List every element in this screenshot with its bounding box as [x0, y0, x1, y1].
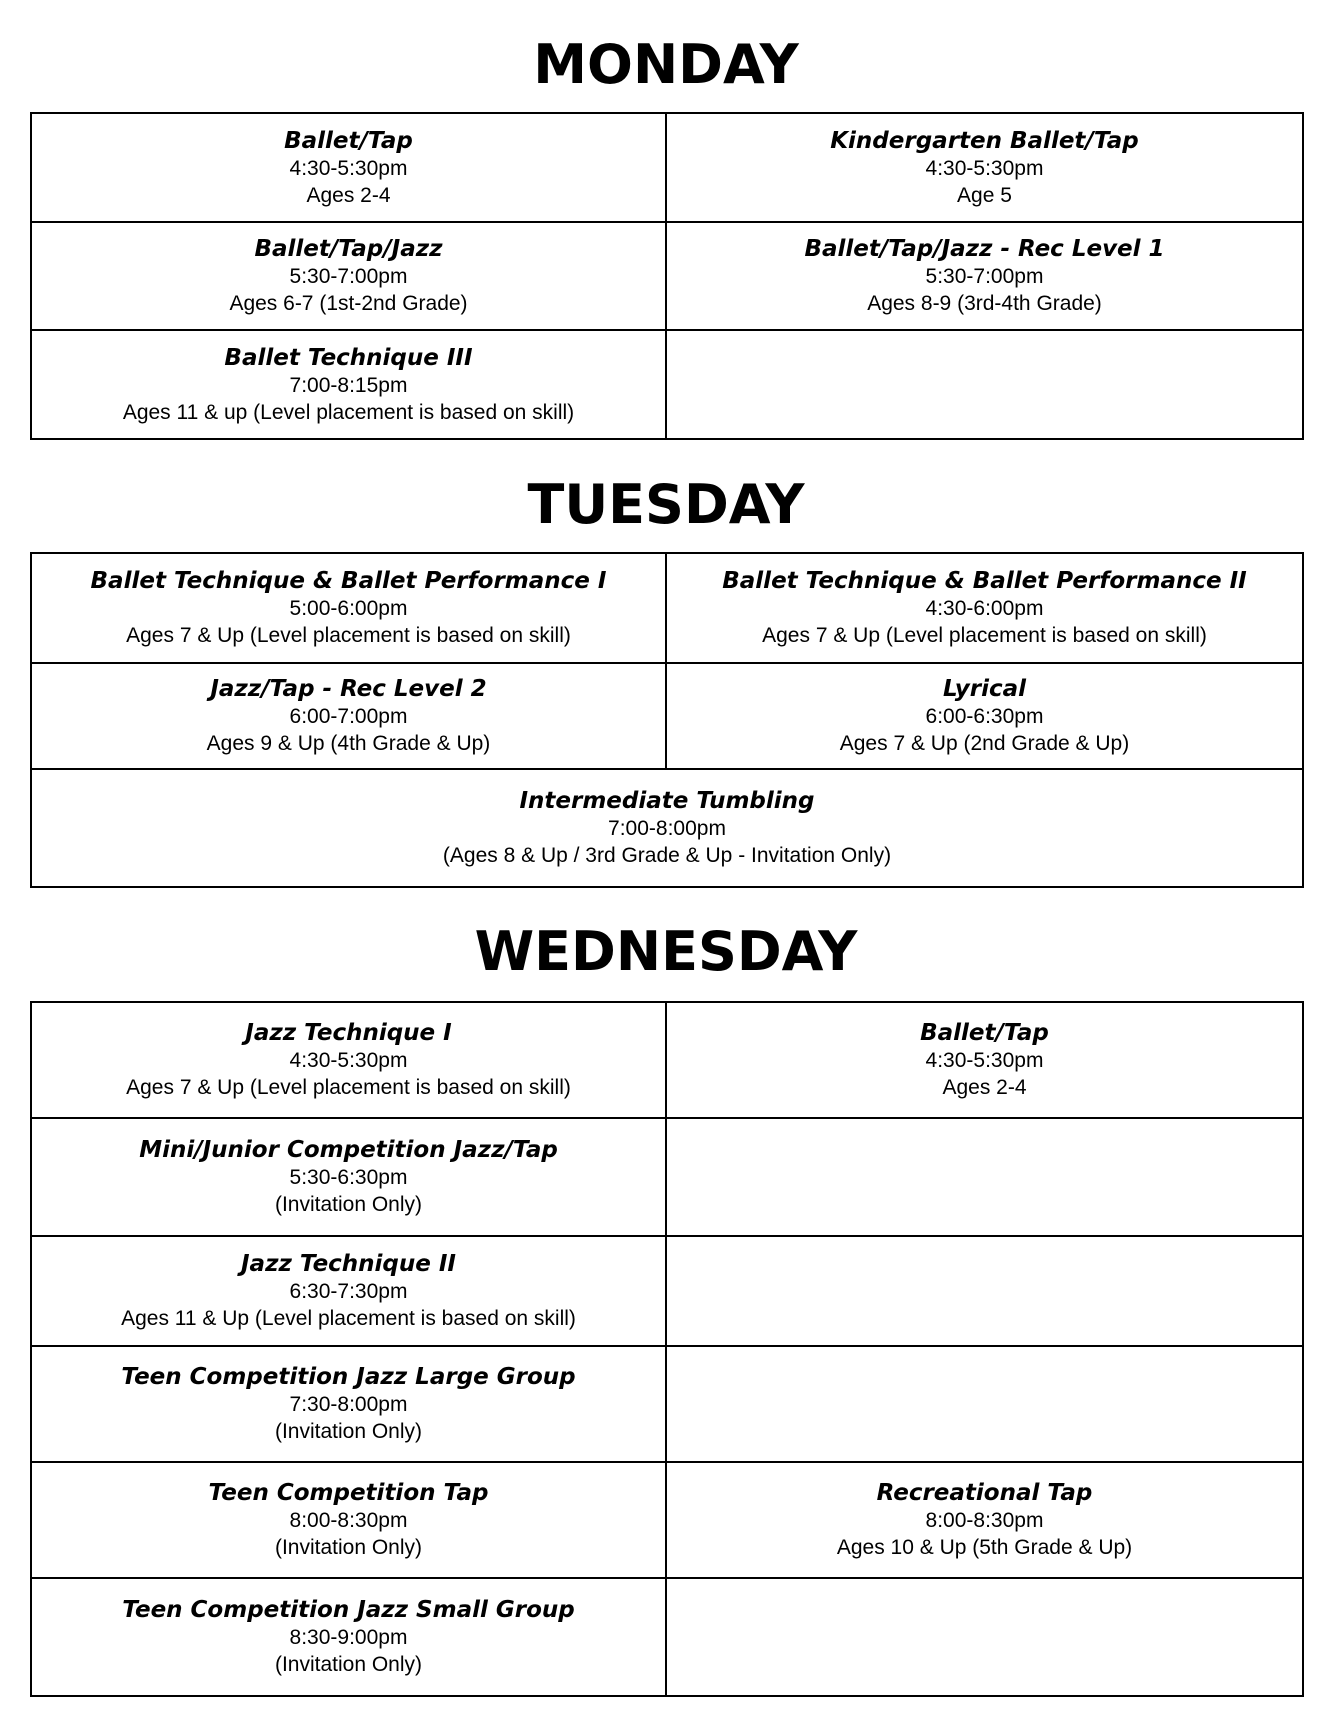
wednesday-schedule-table — [30, 1001, 1304, 1697]
empty-cell — [667, 1579, 1302, 1695]
tuesday-heading: TUESDAY — [527, 473, 805, 536]
class-ages: Ages 11 & up (Level placement is based on skill) — [122, 400, 575, 424]
class-cell-ballet-technique-3 — [32, 331, 667, 438]
class-name: Ballet Technique & Ballet Performance I — [90, 568, 607, 594]
class-ages: Ages 2-4 — [306, 183, 391, 207]
class-ages: Ages 2-4 — [942, 1076, 1027, 1099]
monday-heading: MONDAY — [533, 33, 799, 96]
empty-cell — [667, 1119, 1302, 1237]
class-cell-ballet-tap-jazz-rec-1 — [667, 223, 1302, 331]
class-cell-teen-competition-jazz-small — [32, 1579, 667, 1695]
class-cell-ballet-tap-jazz — [32, 223, 667, 331]
class-cell-kindergarten-ballet-tap — [667, 114, 1302, 223]
class-name: Teen Competition Jazz Large Group — [121, 1364, 576, 1390]
class-time: 6:30-7:30pm — [289, 1280, 408, 1303]
class-name: Ballet/Tap/Jazz — [254, 236, 443, 262]
class-time: 7:00-8:15pm — [289, 373, 408, 397]
class-name: Ballet/Tap — [920, 1020, 1049, 1046]
class-time: 4:30-6:00pm — [925, 597, 1044, 620]
class-time: 5:30-7:00pm — [289, 265, 408, 288]
class-ages: Age 5 — [957, 183, 1012, 207]
class-ages: Ages 8-9 (3rd-4th Grade) — [867, 292, 1102, 315]
wednesday-heading: WEDNESDAY — [474, 920, 858, 983]
class-ages: Ages 7 & Up (Level placement is based on skill) — [126, 1076, 571, 1099]
class-ages: Ages 11 & Up (Level placement is based on skill) — [121, 1307, 576, 1330]
class-name: Ballet Technique III — [224, 344, 473, 371]
class-time: 5:30-6:30pm — [289, 1166, 408, 1189]
class-time: 4:30-5:30pm — [289, 1049, 408, 1072]
class-time: 7:00-8:00pm — [608, 817, 726, 840]
monday-schedule-table — [30, 112, 1304, 440]
class-cell-teen-competition-jazz-large — [32, 1347, 667, 1463]
class-time: 5:00-6:00pm — [289, 597, 408, 620]
class-ages: Ages 6-7 (1st-2nd Grade) — [229, 292, 468, 315]
class-cell-intermediate-tumbling — [32, 770, 1302, 886]
class-name: Ballet/Tap/Jazz - Rec Level 1 — [804, 236, 1165, 262]
class-name: Ballet/Tap — [284, 127, 413, 154]
class-cell-ballet-technique-performance-1 — [32, 554, 667, 664]
class-cell-ballet-tap — [667, 1003, 1302, 1119]
class-cell-lyrical — [667, 664, 1302, 770]
class-ages: (Invitation Only) — [274, 1420, 423, 1443]
class-name: Jazz/Tap - Rec Level 2 — [210, 676, 487, 702]
class-ages: Ages 9 & Up (4th Grade & Up) — [206, 732, 491, 755]
class-cell-teen-competition-tap — [32, 1463, 667, 1579]
class-cell-jazz-technique-2 — [32, 1237, 667, 1347]
class-name: Recreational Tap — [876, 1480, 1093, 1506]
class-time: 6:00-6:30pm — [925, 705, 1044, 728]
class-cell-ballet-tap — [32, 114, 667, 223]
class-time: 8:30-9:00pm — [289, 1626, 408, 1649]
class-time: 8:00-8:30pm — [925, 1509, 1044, 1532]
class-name: Teen Competition Tap — [208, 1480, 489, 1506]
class-time: 7:30-8:00pm — [289, 1393, 408, 1416]
empty-cell — [667, 1237, 1302, 1347]
class-cell-jazz-tap-rec-2 — [32, 664, 667, 770]
class-ages: Ages 7 & Up (Level placement is based on skill) — [762, 624, 1207, 647]
class-name: Mini/Junior Competition Jazz/Tap — [139, 1137, 558, 1163]
class-time: 4:30-5:30pm — [289, 156, 408, 180]
class-name: Jazz Technique I — [245, 1020, 452, 1046]
class-ages: Ages 7 & Up (Level placement is based on skill) — [126, 624, 571, 647]
empty-cell — [667, 1347, 1302, 1463]
class-name: Jazz Technique II — [240, 1251, 456, 1277]
class-cell-jazz-technique-1 — [32, 1003, 667, 1119]
class-ages: (Ages 8 & Up / 3rd Grade & Up - Invitation Only) — [442, 844, 892, 867]
empty-cell — [667, 331, 1302, 438]
class-cell-recreational-tap — [667, 1463, 1302, 1579]
class-time: 6:00-7:00pm — [289, 705, 408, 728]
class-ages: Ages 10 & Up (5th Grade & Up) — [836, 1536, 1133, 1559]
class-name: Intermediate Tumbling — [519, 788, 815, 814]
class-name: Teen Competition Jazz Small Group — [122, 1597, 575, 1623]
class-time: 4:30-5:30pm — [925, 1049, 1044, 1072]
class-time: 4:30-5:30pm — [925, 156, 1044, 180]
class-cell-mini-junior-competition — [32, 1119, 667, 1237]
class-ages: (Invitation Only) — [274, 1536, 423, 1559]
class-ages: (Invitation Only) — [274, 1653, 423, 1676]
class-name: Kindergarten Ballet/Tap — [830, 127, 1139, 154]
class-ages: Ages 7 & Up (2nd Grade & Up) — [839, 732, 1130, 755]
class-ages: (Invitation Only) — [274, 1193, 423, 1216]
class-time: 8:00-8:30pm — [289, 1509, 408, 1532]
tuesday-schedule-table — [30, 552, 1304, 888]
class-name: Lyrical — [942, 676, 1027, 702]
class-time: 5:30-7:00pm — [925, 265, 1044, 288]
class-cell-ballet-technique-performance-2 — [667, 554, 1302, 664]
class-name: Ballet Technique & Ballet Performance II — [722, 568, 1247, 594]
